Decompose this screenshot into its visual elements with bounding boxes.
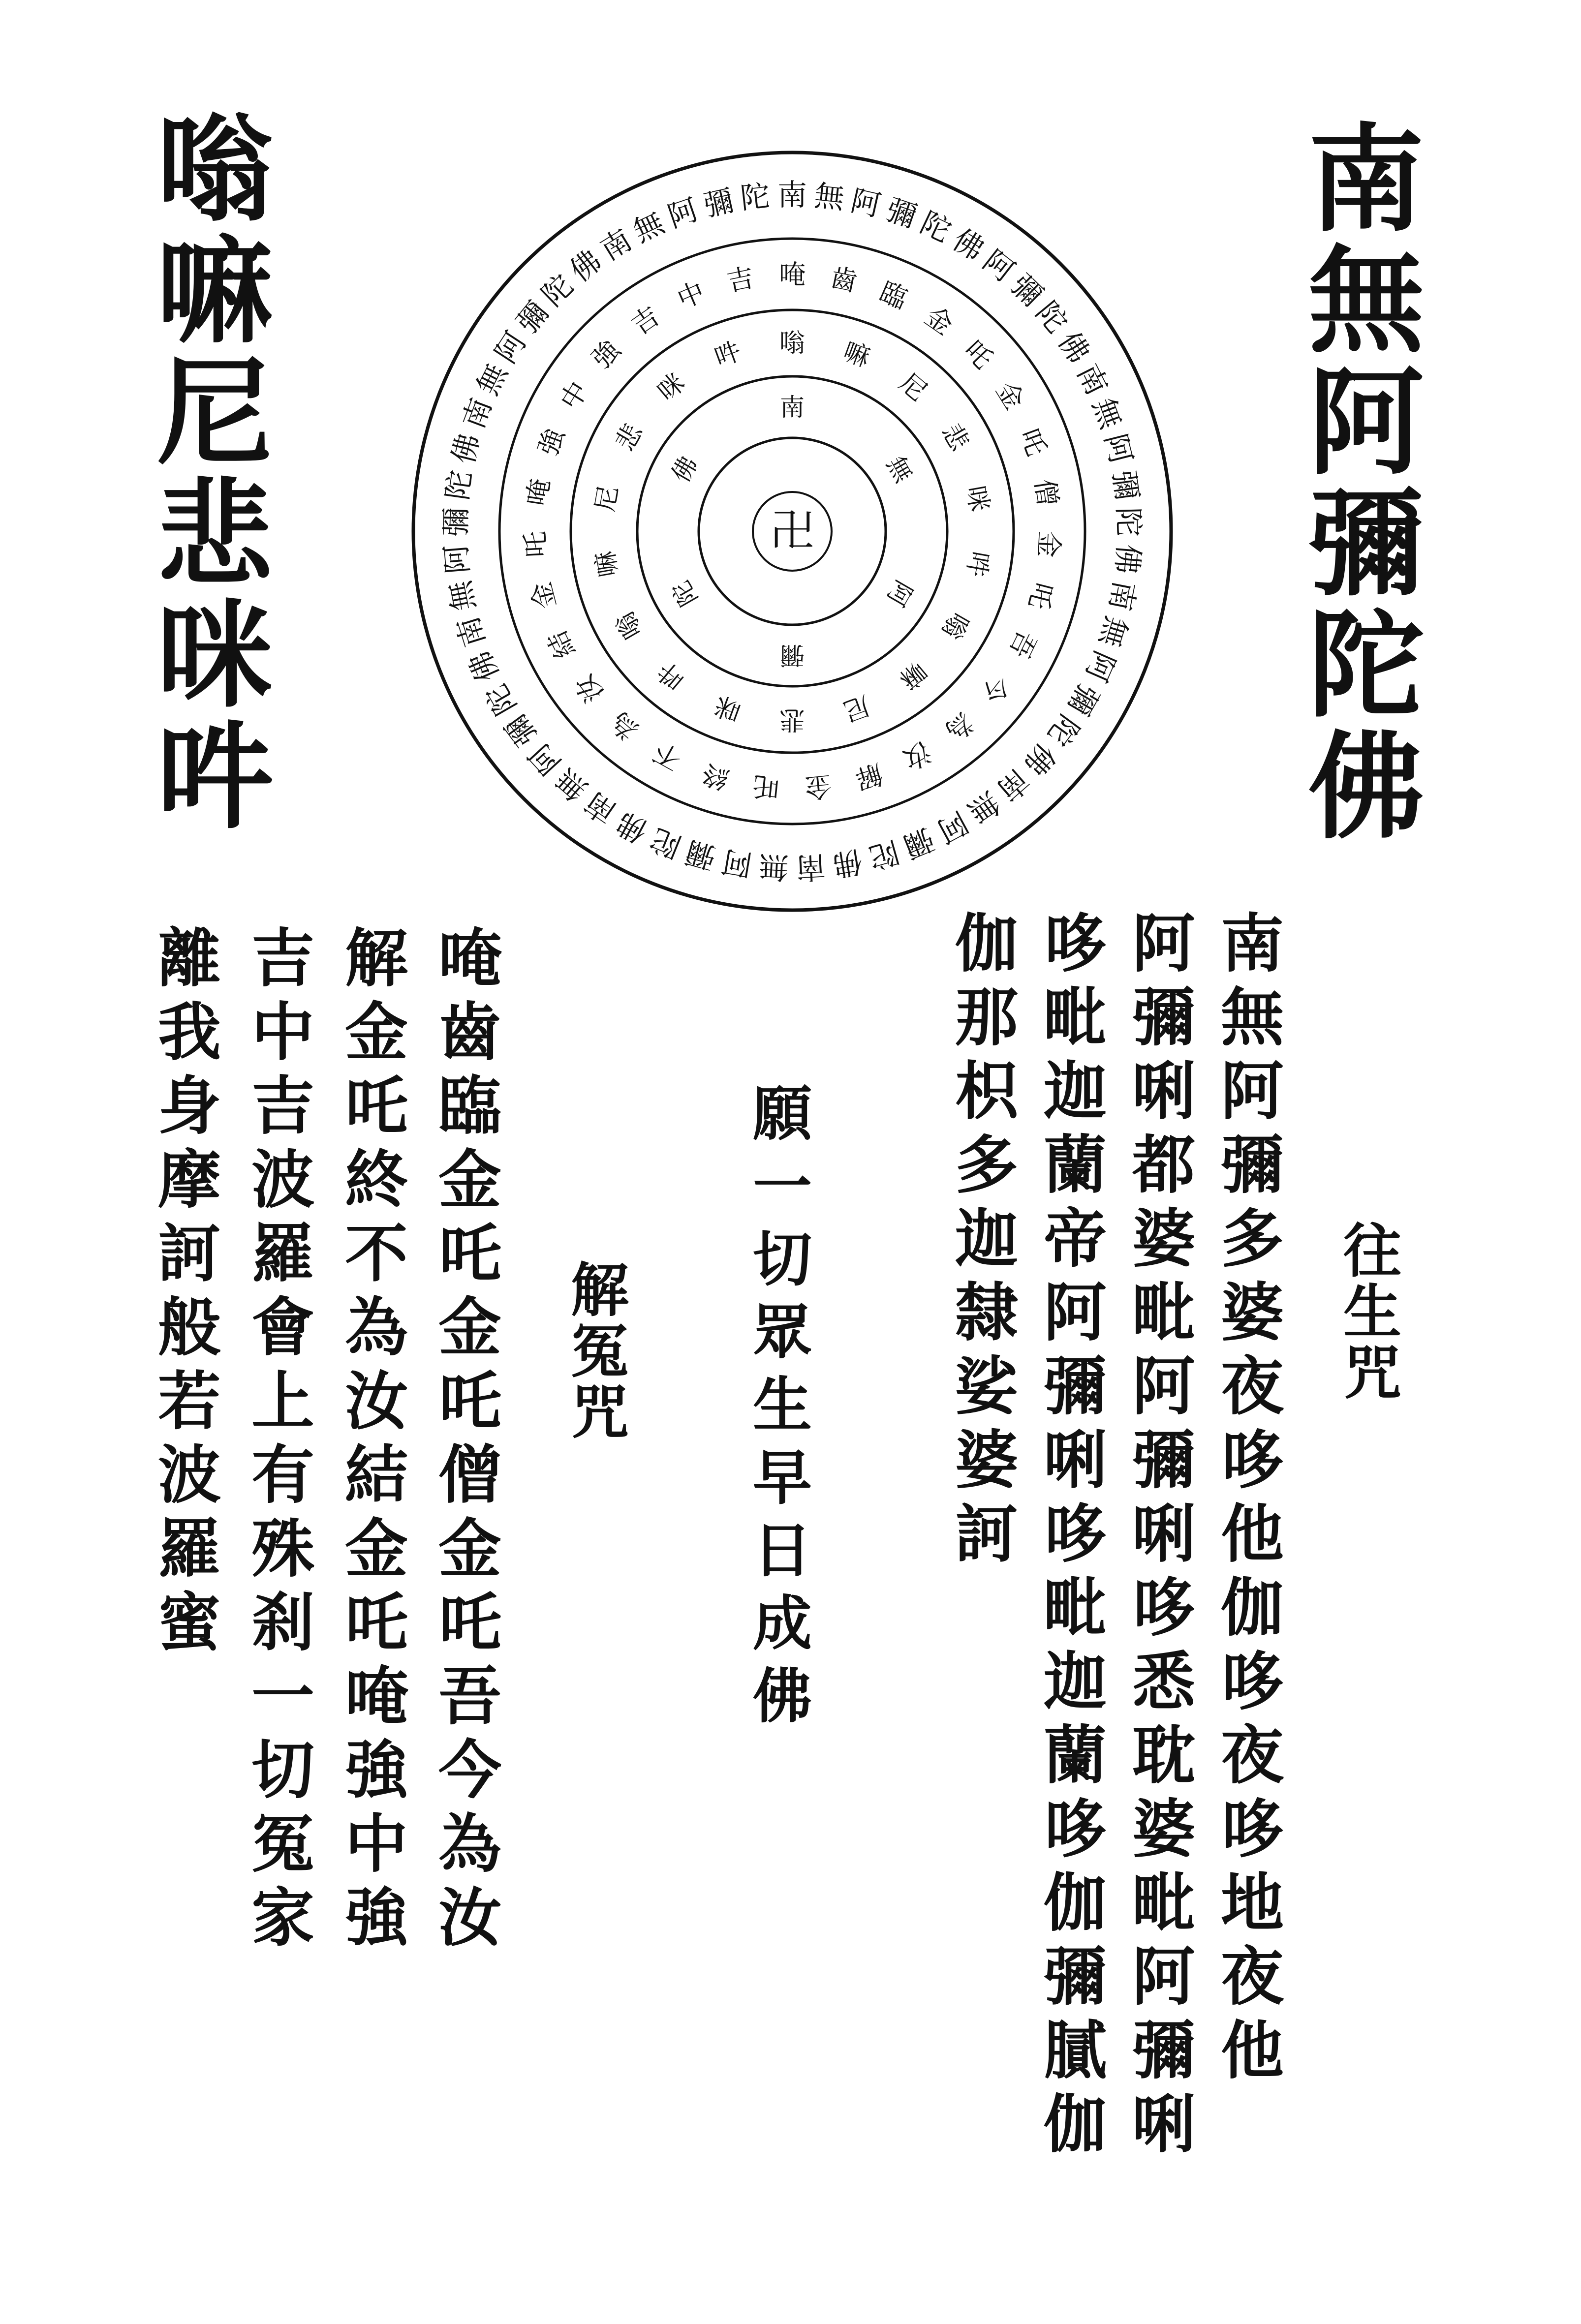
wheel-char: 阿 — [719, 843, 754, 883]
wheel-char: 無 — [628, 205, 670, 249]
wheel-char: 中 — [672, 275, 710, 315]
wheel-char: 嘛 — [839, 336, 874, 373]
wheel-char: 陀 — [739, 179, 772, 216]
wheel-char: 尼 — [894, 367, 932, 407]
wheel-char: 強 — [586, 334, 627, 375]
wheel-char: 為 — [939, 705, 980, 747]
wheel-char: 陀 — [915, 205, 957, 249]
wheel-char: 陀 — [646, 821, 686, 864]
wheel-char: 彌 — [1106, 468, 1145, 502]
wheel-char: 彌 — [700, 183, 737, 224]
wheel-char: 無 — [470, 359, 515, 401]
wheel-char: 無 — [442, 578, 482, 614]
dharani-wheel — [408, 148, 1176, 915]
wheel-char: 佛 — [1109, 543, 1146, 576]
wheel-char: 吾 — [1003, 625, 1043, 664]
wheel-center-seal: 卍 — [770, 505, 814, 557]
wheel-char: 金 — [919, 300, 959, 341]
wheel-char: 陀 — [1110, 507, 1146, 538]
wheel-char: 南 — [594, 222, 638, 268]
wheel-char: 佛 — [830, 843, 865, 883]
wheel-char: 阿 — [881, 575, 918, 612]
wheel-char: 阿 — [1078, 645, 1122, 687]
wheel-char: 強 — [532, 424, 571, 460]
wheel-char: 無 — [812, 179, 846, 216]
wheel-char: 吒 — [1014, 424, 1053, 460]
wheel-char: 彌 — [780, 641, 805, 670]
wheel-char: 汝 — [898, 735, 936, 776]
wheel-char: 彌 — [899, 821, 939, 864]
wheel-char: 悲 — [779, 704, 806, 734]
wheel-char: 不 — [648, 735, 687, 776]
wheel-char: 吉 — [625, 300, 665, 341]
wheel-char: 尼 — [590, 483, 624, 514]
vow-text: 願一切眾生早日成佛 — [743, 1082, 812, 1738]
wheel-char: 彌 — [682, 834, 720, 876]
wheel-char: 嘛 — [590, 549, 624, 580]
wheel-char: 彌 — [438, 507, 474, 538]
wheel-char: 佛 — [1051, 326, 1096, 369]
right-title: 南無阿彌陀佛 — [1289, 118, 1425, 847]
wheel-char: 金 — [1032, 530, 1065, 558]
wheel-char: 南 — [579, 785, 623, 830]
wheel-char: 阿 — [522, 736, 568, 782]
wheel-char: 彌 — [498, 708, 544, 753]
wheel-char: 吽 — [961, 549, 994, 580]
wheel-char: 南 — [450, 612, 493, 651]
wheel-char: 僧 — [1028, 477, 1064, 508]
wheel-char: 陀 — [440, 468, 479, 502]
wheel-char: 南 — [1102, 578, 1142, 614]
wheel-char: 佛 — [563, 243, 608, 289]
wheel-char: 無 — [961, 785, 1006, 830]
wheel-char: 彌 — [1004, 268, 1050, 313]
wheel-char: 無 — [1092, 612, 1134, 651]
wheel-char: 咪 — [711, 689, 745, 727]
wheel-char: 吒 — [751, 770, 781, 804]
wheel-char: 佛 — [611, 804, 653, 849]
wheel-char: 終 — [698, 757, 733, 795]
wheel-char: 無 — [549, 762, 594, 808]
wheel-char: 金 — [803, 770, 833, 804]
wheel-char: 無 — [758, 849, 790, 885]
wheel-char: 咪 — [961, 483, 994, 514]
wangsheng-line-2: 阿彌唎都婆毗阿彌唎哆悉耽婆毗阿彌唎 — [1121, 910, 1195, 2165]
wheel-char: 彌 — [882, 192, 921, 235]
wheel-char: 吒 — [958, 334, 999, 375]
wheel-char: 悲 — [935, 419, 974, 456]
wheel-char: 嗡 — [779, 329, 806, 358]
wheel-char: 阿 — [438, 543, 476, 576]
wheel-char: 陀 — [479, 678, 524, 721]
wheel-char: 金 — [990, 376, 1031, 415]
wheel-char: 南 — [795, 849, 827, 885]
left-title: 嗡嘛尼悲咪吽 — [138, 108, 274, 837]
wheel-char: 金 — [525, 579, 562, 612]
jiewan-line-3: 吉中吉波羅會上有殊刹一切冤家 — [241, 925, 314, 1958]
wheel-char: 齒 — [828, 262, 860, 298]
jiewan-title: 解冤咒 — [561, 1259, 629, 1442]
wheel-char: 唵 — [521, 477, 556, 508]
wheel-char: 阿 — [663, 192, 703, 235]
wheel-char: 結 — [542, 625, 582, 664]
wangsheng-line-4: 伽那枳多迦隸娑婆訶 — [944, 910, 1018, 1574]
wheel-char: 咪 — [652, 367, 691, 407]
wheel-char: 陀 — [1040, 708, 1086, 753]
wheel-char: 阿 — [1097, 430, 1139, 467]
wheel-char: 為 — [604, 705, 646, 747]
wheel-char: 唵 — [779, 259, 806, 290]
wheel-char: 無 — [1085, 394, 1128, 433]
wheel-char: 吒 — [1023, 579, 1059, 612]
wheel-char: 吽 — [711, 336, 745, 373]
wheel-char: 佛 — [666, 451, 704, 488]
jiewan-line-2: 解金吒終不為汝結金吒唵強中強 — [334, 925, 408, 1958]
wheel-char: 臨 — [875, 275, 912, 315]
jiewan-line-4: 離我身摩訶般若波羅蜜 — [147, 925, 221, 1663]
wheel-char: 陀 — [666, 575, 704, 612]
wheel-char: 嘛 — [894, 655, 932, 695]
wheel-char: 阿 — [488, 326, 533, 369]
wheel-char: 陀 — [865, 834, 903, 876]
wheel-char: 吒 — [519, 530, 552, 558]
wheel-char: 佛 — [1017, 736, 1062, 782]
wheel-char: 佛 — [946, 222, 990, 268]
wheel-char: 汝 — [568, 668, 610, 709]
wheel-char: 無 — [881, 451, 918, 488]
wheel-char: 佛 — [463, 645, 506, 687]
wheel-char: 嗡 — [935, 607, 974, 644]
wheel-char: 彌 — [1061, 678, 1106, 721]
wheel-char: 解 — [852, 757, 887, 795]
wheel-char: 中 — [554, 376, 595, 415]
wheel-char: 尼 — [839, 689, 874, 727]
wheel-char: 南 — [990, 762, 1036, 808]
wheel-char: 阿 — [847, 183, 884, 224]
wheel-char: 南 — [456, 394, 499, 433]
wheel-char: 南 — [780, 393, 805, 422]
wheel-char: 吽 — [652, 655, 691, 695]
wheel-char: 南 — [1070, 359, 1115, 401]
wangsheng-line-3: 哆毗迦蘭帝阿彌唎哆毗迦蘭哆伽彌膩伽 — [1033, 910, 1107, 2165]
wheel-char: 佛 — [446, 430, 487, 467]
wangsheng-line-1: 南無阿彌多婆夜哆他伽哆夜哆地夜他 — [1210, 910, 1284, 2091]
wheel-char: 今 — [975, 668, 1016, 709]
wheel-char: 阿 — [931, 804, 974, 849]
wheel-char: 阿 — [976, 243, 1021, 289]
wangsheng-title: 往生咒 — [1333, 1220, 1402, 1403]
wheel-char: 吉 — [724, 262, 757, 298]
wheel-char: 彌 — [510, 295, 556, 340]
wheel-char: 嗡 — [610, 607, 649, 644]
wheel-char: 南 — [777, 178, 807, 213]
jiewan-line-1: 唵齒臨金吒金吒僧金吒吾今為汝 — [428, 925, 501, 1958]
wheel-char: 悲 — [610, 419, 649, 456]
wheel-char: 陀 — [535, 268, 581, 313]
wheel-char: 陀 — [1029, 295, 1075, 340]
